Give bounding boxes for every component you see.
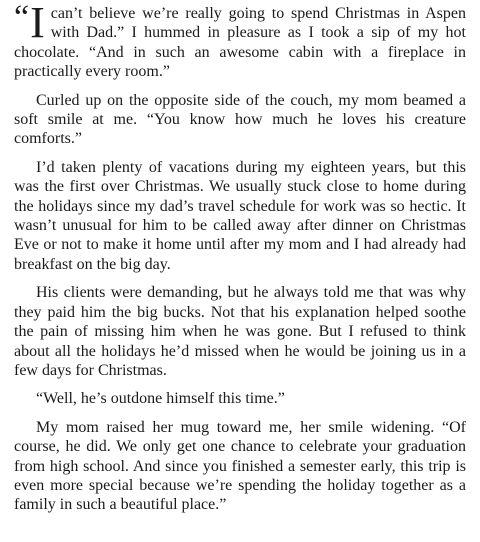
opening-paragraph (14, 0, 466, 82)
paragraph: My mom raised her mug toward me, her smile widening. “Of course, he did. We only get one chance to celebrate your graduation from high school. And since you finished a semester early, this trip is even more special because we’re spending the holiday together as a family in such a beautiful place.” (14, 418, 466, 514)
opening-paragraph-text: can’t believe we’re really going to spend Christmas in Aspen with Dad.” I hummed in pleasure as I took a sip of my hot chocolate. “And in such an awesome cabin with a fireplace in practically every room.” (14, 5, 466, 81)
book-page (14, 0, 466, 524)
drop-cap-letter: I (30, 0, 45, 47)
paragraph: Curled up on the opposite side of the couch, my mom beamed a soft smile at me. “You know how much he loves his creature comforts.” (14, 91, 466, 148)
paragraph: I’d taken plenty of vacations during my eighteen years, but this was the first over Christmas. We usually stuck close to home during the holidays since my dad’s travel schedule for work was so hectic. It wasn’t unusual for him to be called away after dinner on Christmas Eve or not to make it home until after my mom and I had already had breakfast on the big day. (14, 158, 466, 273)
paragraph: His clients were demanding, but he always told me that was why they paid him the big bucks. Not that his explanation helped soothe the pain of missing him when he was gone. But I refused to think about all the holidays he’d missed when he would be joining us in a few days for Christmas. (14, 284, 466, 379)
paragraph: “Well, he’s outdone himself this time.” (36, 390, 285, 408)
drop-cap-block (14, 0, 45, 47)
opening-quote-mark: “ (14, 0, 30, 36)
